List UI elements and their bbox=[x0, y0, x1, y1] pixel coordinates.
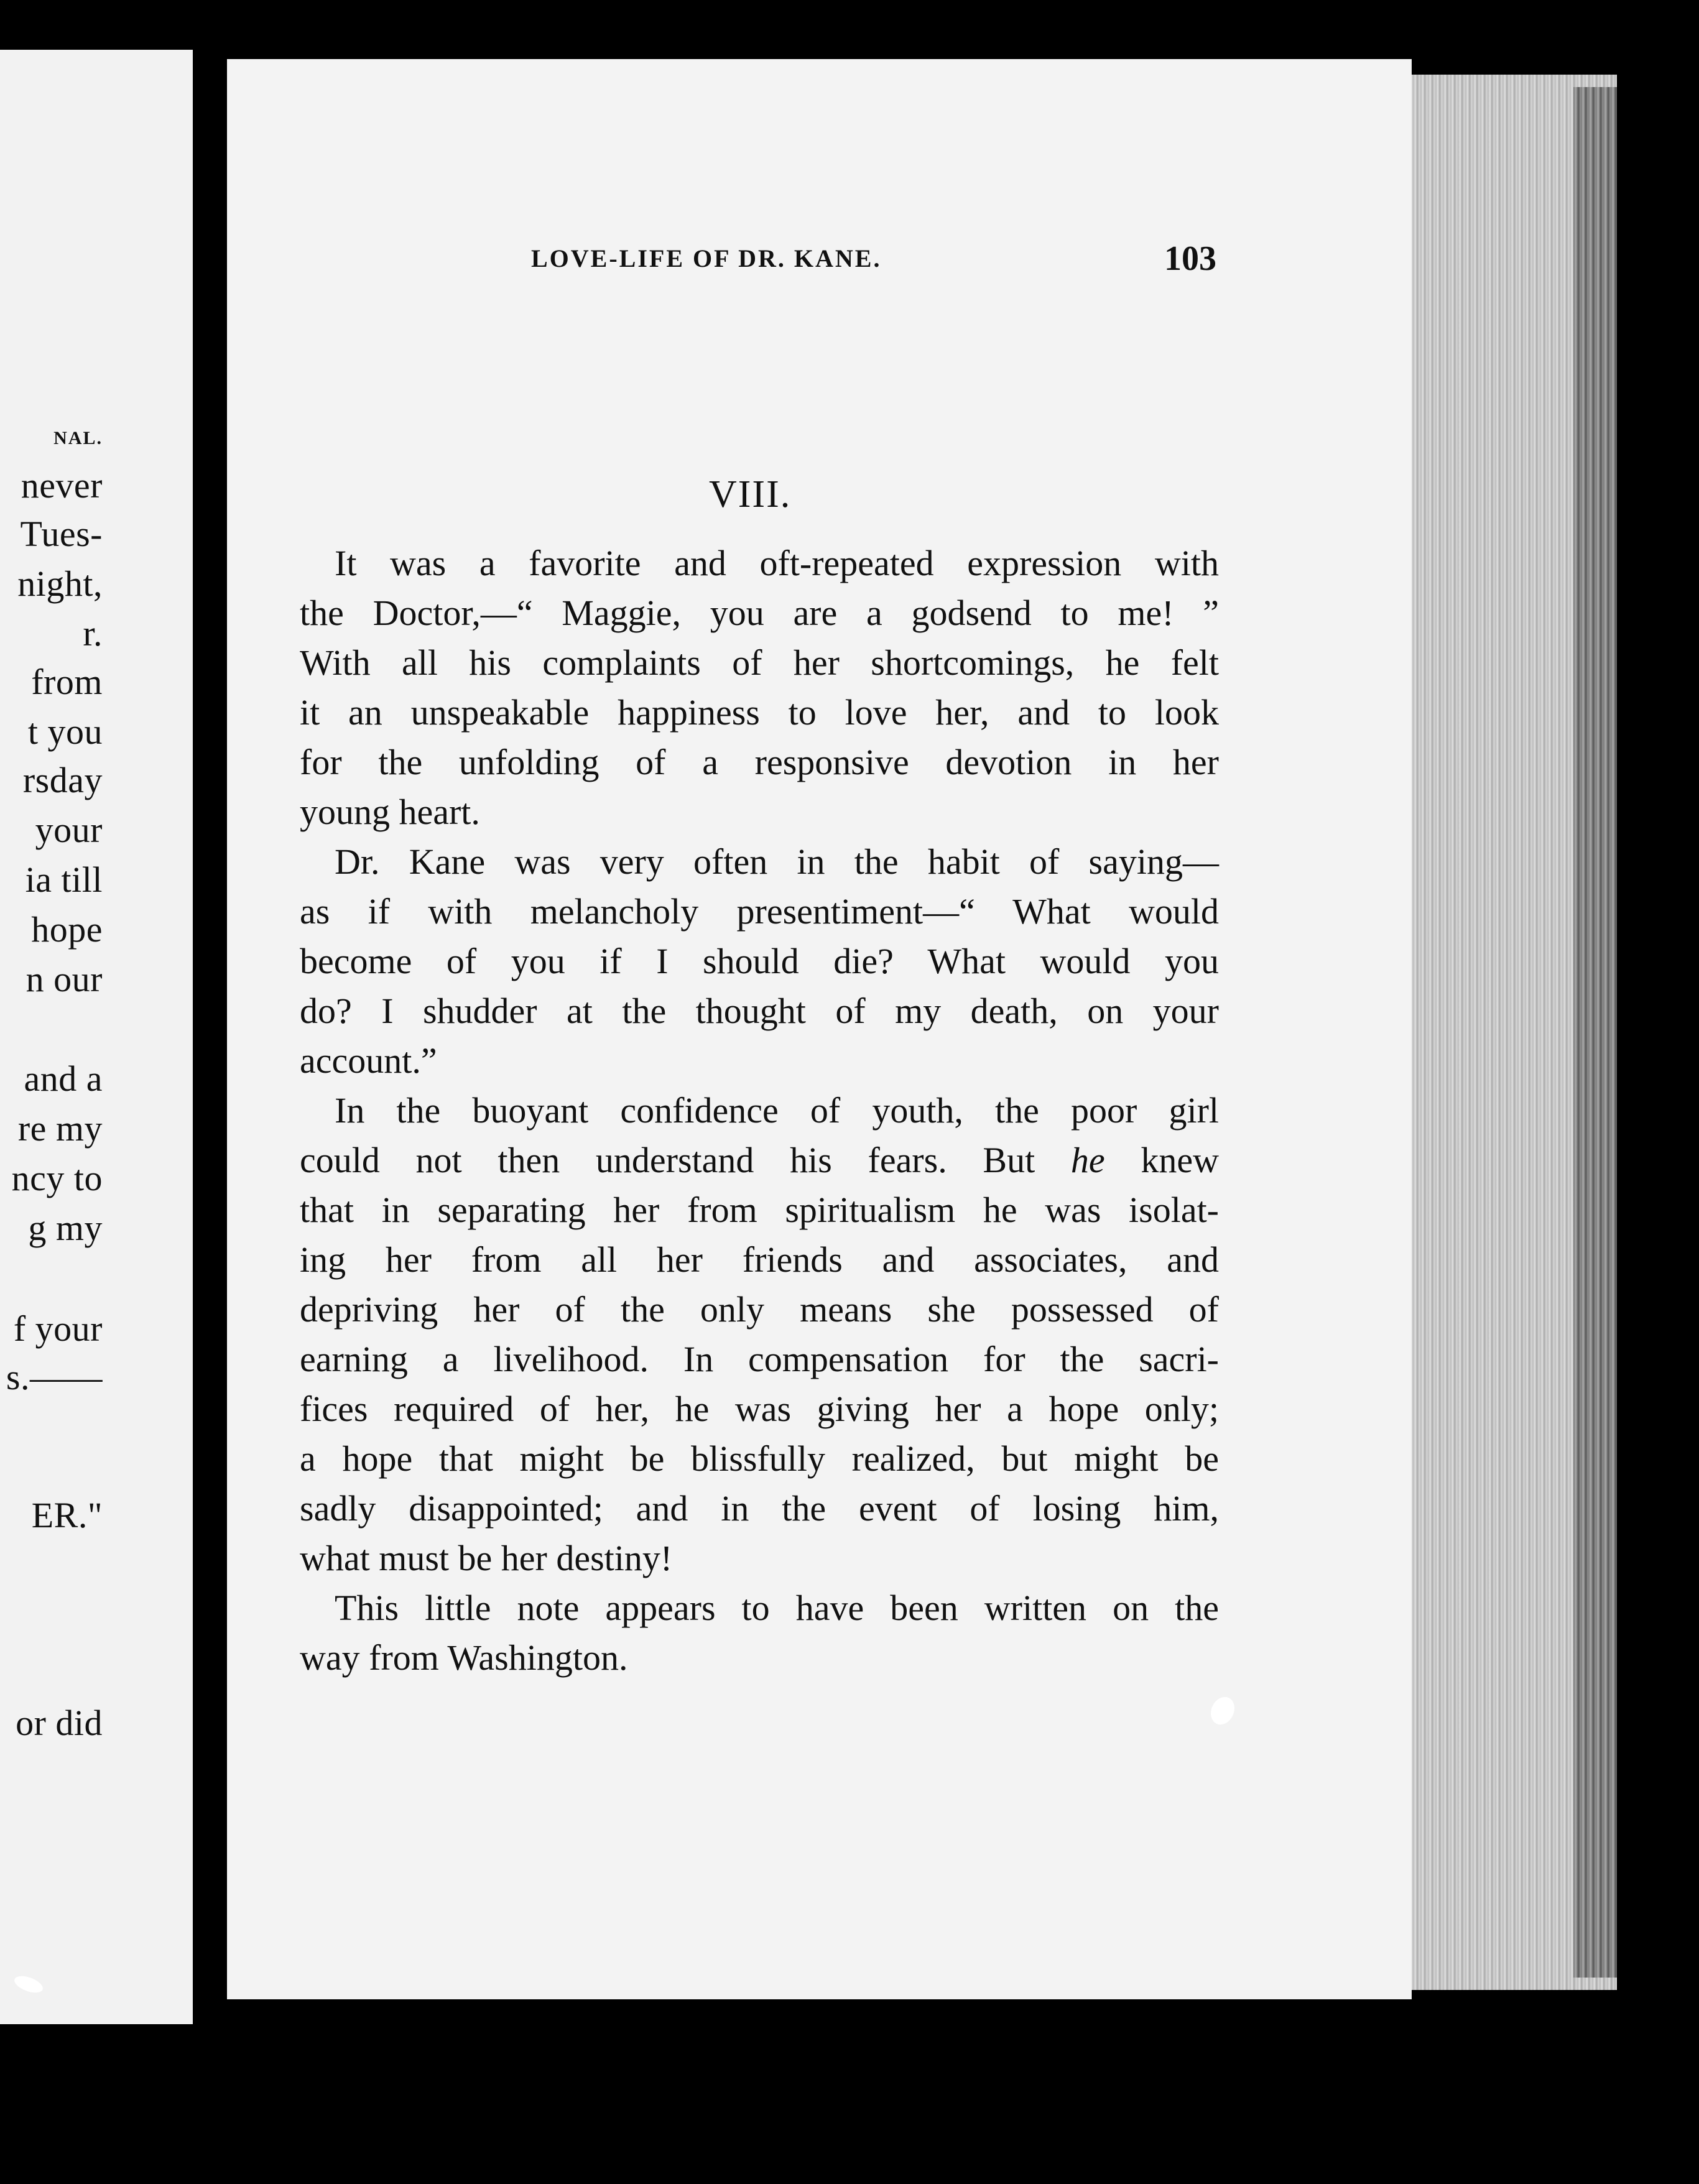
chapter-heading: VIII. bbox=[709, 473, 792, 516]
left-page-text-fragment: re my bbox=[17, 1108, 103, 1149]
left-page-text-fragment: g my bbox=[28, 1208, 103, 1248]
text-line: a hope that might be blissfully realized, but might be bbox=[300, 1438, 1219, 1479]
text-line: earning a livelihood. In compensation for the sacri- bbox=[300, 1339, 1219, 1379]
text-line: that in separating her from spiritualism he was isolat- bbox=[300, 1190, 1219, 1230]
left-page-text-fragment: hope bbox=[31, 909, 103, 950]
left-page-text-fragment: ncy to bbox=[11, 1158, 103, 1198]
left-page-text-fragment: ER." bbox=[31, 1495, 103, 1535]
text-line: way from Washington. bbox=[300, 1637, 628, 1678]
text-line: it an unspeakable happiness to love her, and to look bbox=[300, 692, 1219, 733]
text-line: for the unfolding of a responsive devotion in her bbox=[300, 742, 1219, 782]
left-page-text-fragment: and a bbox=[24, 1058, 103, 1099]
running-head: LOVE-LIFE OF DR. KANE. bbox=[531, 244, 882, 272]
text-line: young heart. bbox=[300, 792, 480, 832]
left-page-text-fragment: rsday bbox=[22, 760, 103, 800]
text-line: With all his complaints of her shortcomings, he felt bbox=[300, 642, 1219, 683]
left-page-text-fragment: n our bbox=[25, 959, 103, 999]
left-page-text-fragment: your bbox=[35, 810, 103, 850]
text-line: This little note appears to have been written on the bbox=[335, 1588, 1219, 1628]
left-page-text-fragment: NAL. bbox=[53, 428, 103, 448]
text-line bbox=[300, 1136, 1219, 1185]
page-number: 103 bbox=[1164, 239, 1216, 278]
book-gutter bbox=[193, 0, 227, 2184]
text-line: In the buoyant confidence of youth, the poor girl bbox=[335, 1090, 1219, 1131]
italic-emphasis: he bbox=[1070, 1140, 1105, 1180]
left-page-text-fragment: Tues- bbox=[20, 514, 103, 554]
text-line: It was a favorite and oft-repeated expression with bbox=[335, 543, 1219, 583]
text-line: sadly disappointed; and in the event of losing him, bbox=[300, 1488, 1219, 1529]
body-text bbox=[300, 539, 1219, 1683]
left-page-fragment bbox=[0, 50, 193, 2024]
text-line: as if with melancholy presentiment—“ What would bbox=[300, 891, 1219, 932]
text-line: depriving her of the only means she possessed of bbox=[300, 1289, 1219, 1330]
text-line: do? I shudder at the thought of my death, on your bbox=[300, 991, 1219, 1031]
left-page-text-fragment: t you bbox=[27, 711, 103, 752]
left-page-text-fragment: never bbox=[21, 465, 103, 506]
left-page-text-fragment: from bbox=[31, 662, 103, 702]
left-page-text-fragment: f your bbox=[13, 1308, 103, 1349]
page-edges-shadow bbox=[1573, 87, 1617, 1978]
left-page-text-fragment: s.—— bbox=[6, 1357, 103, 1397]
text-line: ing her from all her friends and associates, and bbox=[300, 1239, 1219, 1280]
text-line: account.” bbox=[300, 1040, 437, 1081]
left-page-text-fragment: or did bbox=[16, 1703, 103, 1743]
text-line: become of you if I should die? What would you bbox=[300, 941, 1219, 981]
text-line: fices required of her, he was giving her a hope only; bbox=[300, 1389, 1219, 1429]
text-run: could not then understand his fears. But bbox=[300, 1140, 1071, 1180]
text-line: Dr. Kane was very often in the habit of saying— bbox=[335, 841, 1219, 882]
left-page-text-fragment: ia till bbox=[25, 859, 103, 900]
text-run: knew bbox=[1104, 1140, 1219, 1180]
text-line: what must be her destiny! bbox=[300, 1538, 673, 1578]
left-page-text-fragment: r. bbox=[83, 613, 103, 654]
text-line: the Doctor,—“ Maggie, you are a godsend to me! ” bbox=[300, 593, 1219, 633]
left-page-text-fragment: night, bbox=[17, 563, 103, 604]
